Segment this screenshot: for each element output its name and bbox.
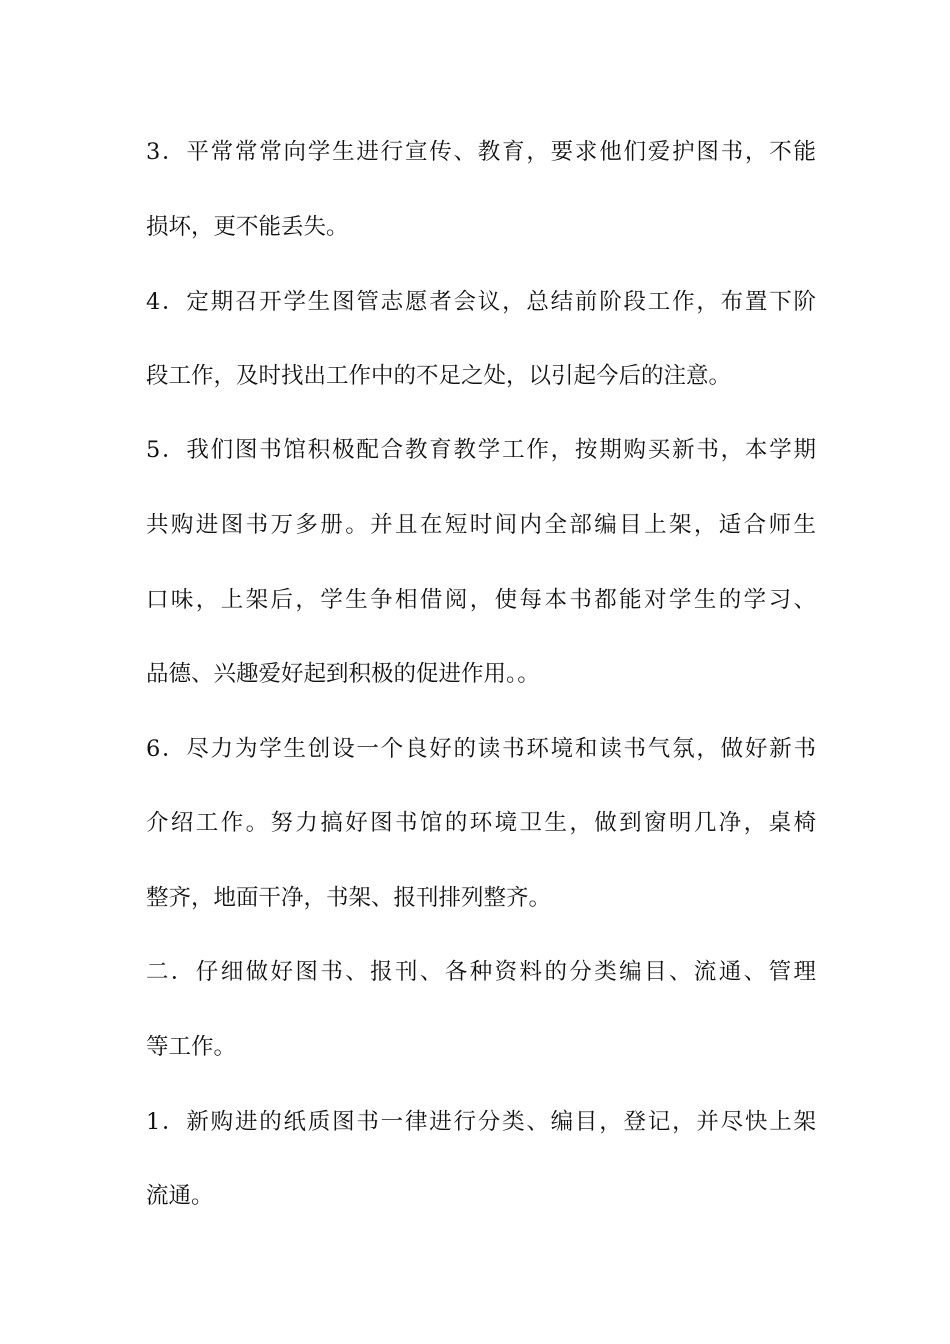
text-line: 等工作。 (146, 1034, 237, 1060)
text-line: 3．平常常常向学生进行宣传、教育，要求他们爱护图书，不能 (146, 139, 816, 165)
text-line: 损坏，更不能丢失。 (146, 214, 349, 240)
text-line: 5．我们图书馆积极配合教育教学工作，按期购买新书，本学期 (146, 437, 816, 463)
text-line: 4．定期召开学生图管志愿者会议，总结前阶段工作，布置下阶 (146, 289, 816, 315)
text-line: 1．新购进的纸质图书一律进行分类、编目，登记，并尽快上架 (146, 1109, 816, 1135)
text-line: 段工作，及时找出工作中的不足之处，以引起今后的注意。 (146, 363, 732, 389)
text-line: 二．仔细做好图书、报刊、各种资料的分类编目、流通、管理 (146, 959, 816, 985)
text-line: 共购进图书万多册。并且在短时间内全部编目上架，适合师生 (146, 512, 816, 538)
text-line: 介绍工作。努力搞好图书馆的环境卫生，做到窗明几净，桌椅 (146, 810, 816, 836)
text-line: 整齐，地面干净，书架、报刊排列整齐。 (146, 885, 552, 911)
text-line: 流通。 (146, 1183, 214, 1209)
text-line: 6．尽力为学生创设一个良好的读书环境和读书气氛，做好新书 (146, 736, 816, 762)
text-line: 品德、兴趣爱好起到积极的促进作用。。 (146, 661, 540, 687)
text-line: 口味，上架后，学生争相借阅，使每本书都能对学生的学习、 (146, 587, 816, 613)
